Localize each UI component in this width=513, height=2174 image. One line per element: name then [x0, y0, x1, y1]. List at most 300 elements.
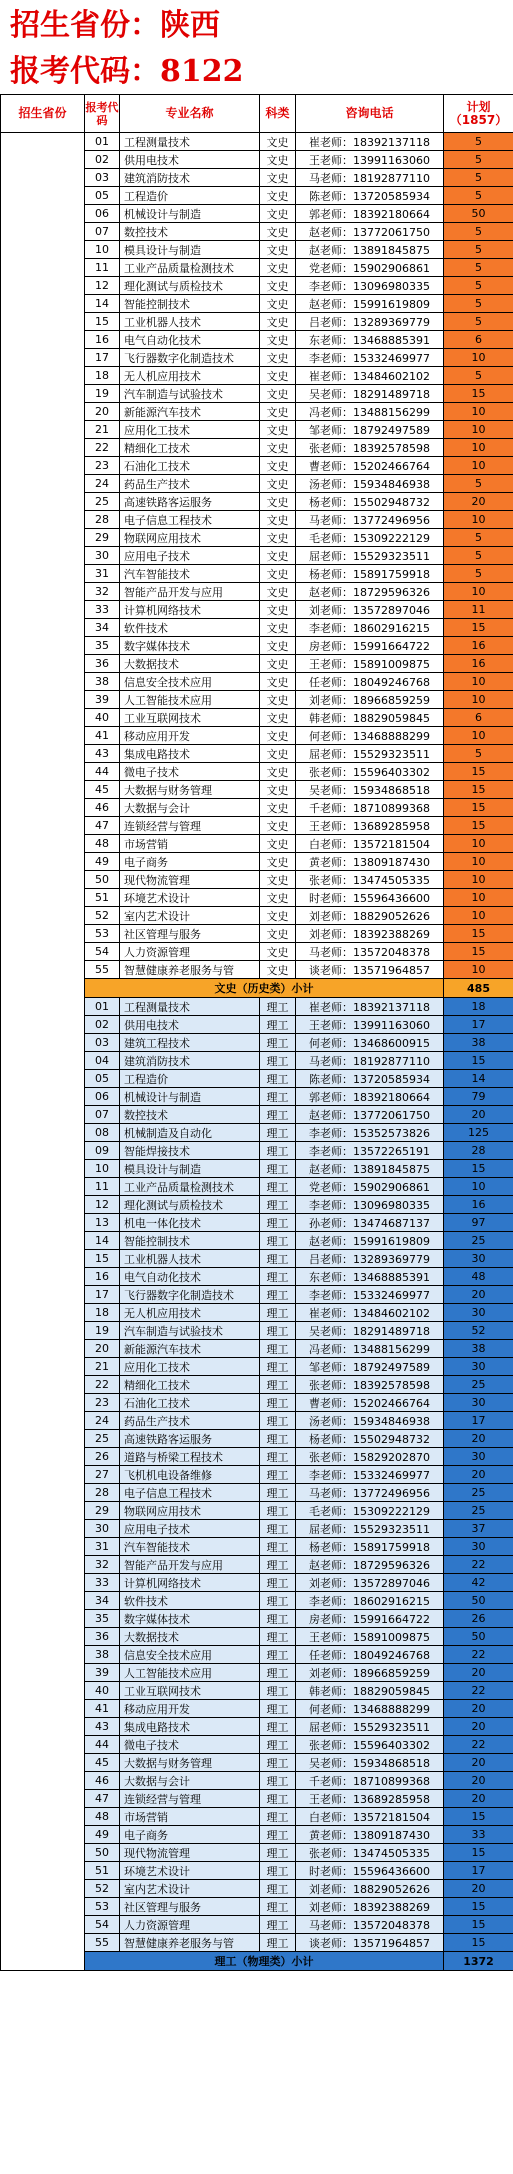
plan-cell: 5 [444, 475, 513, 493]
phone-cell: 何老师：13468888299 [296, 727, 444, 745]
major-cell: 供用电技术 [120, 1016, 260, 1034]
code-cell: 53 [85, 1898, 120, 1916]
major-cell: 应用化工技术 [120, 1358, 260, 1376]
plan-cell: 16 [444, 1196, 513, 1214]
major-cell: 连锁经营与管理 [120, 1790, 260, 1808]
phone-cell: 白老师：13572181504 [296, 1808, 444, 1826]
phone-cell: 赵老师：18729596326 [296, 1556, 444, 1574]
category-cell: 文史 [260, 691, 296, 709]
phone-cell: 党老师：15902906861 [296, 259, 444, 277]
code-cell: 18 [85, 367, 120, 385]
code-cell: 33 [85, 601, 120, 619]
plan-cell: 25 [444, 1376, 513, 1394]
phone-cell: 王老师：13991163060 [296, 151, 444, 169]
plan-cell: 10 [444, 907, 513, 925]
major-cell: 无人机应用技术 [120, 367, 260, 385]
code-cell: 06 [85, 1088, 120, 1106]
category-cell: 理工 [260, 1718, 296, 1736]
plan-cell: 10 [444, 403, 513, 421]
category-cell: 理工 [260, 1808, 296, 1826]
major-cell: 信息安全技术应用 [120, 673, 260, 691]
category-cell: 文史 [260, 871, 296, 889]
phone-cell: 崔老师：18392137118 [296, 133, 444, 151]
plan-cell: 33 [444, 1826, 513, 1844]
plan-cell: 15 [444, 1844, 513, 1862]
category-cell: 理工 [260, 1754, 296, 1772]
plan-cell: 30 [444, 1250, 513, 1268]
phone-cell: 刘老师：18829052626 [296, 1880, 444, 1898]
major-cell: 计算机网络技术 [120, 1574, 260, 1592]
plan-cell: 5 [444, 313, 513, 331]
category-cell: 理工 [260, 1214, 296, 1232]
phone-cell: 赵老师：13772061750 [296, 223, 444, 241]
major-cell: 飞行器数字化制造技术 [120, 349, 260, 367]
phone-cell: 李老师：13096980335 [296, 277, 444, 295]
code-cell: 49 [85, 853, 120, 871]
phone-cell: 李老师：13096980335 [296, 1196, 444, 1214]
category-cell: 理工 [260, 1682, 296, 1700]
phone-cell: 何老师：13468600915 [296, 1034, 444, 1052]
major-cell: 室内艺术设计 [120, 907, 260, 925]
category-cell: 文史 [260, 961, 296, 979]
plan-cell: 15 [444, 619, 513, 637]
category-cell: 理工 [260, 1016, 296, 1034]
major-cell: 集成电路技术 [120, 745, 260, 763]
plan-cell: 6 [444, 709, 513, 727]
admission-plan-table [0, 94, 513, 1971]
code-cell: 36 [85, 655, 120, 673]
plan-cell: 10 [444, 1178, 513, 1196]
major-cell: 智能焊接技术 [120, 1142, 260, 1160]
plan-cell: 15 [444, 1808, 513, 1826]
category-cell: 文史 [260, 241, 296, 259]
code-cell: 52 [85, 907, 120, 925]
plan-cell: 30 [444, 1538, 513, 1556]
category-cell: 理工 [260, 1862, 296, 1880]
province-cell: 陕西 [1, 133, 85, 1971]
phone-cell: 张老师：15829202870 [296, 1448, 444, 1466]
phone-cell: 李老师：18602916215 [296, 1592, 444, 1610]
plan-cell: 17 [444, 1016, 513, 1034]
code-cell: 27 [85, 1466, 120, 1484]
major-cell: 人力资源管理 [120, 1916, 260, 1934]
major-cell: 微电子技术 [120, 1736, 260, 1754]
code-cell: 45 [85, 781, 120, 799]
phone-cell: 陈老师：13720585934 [296, 1070, 444, 1088]
major-cell: 飞行器数字化制造技术 [120, 1286, 260, 1304]
category-cell: 理工 [260, 1376, 296, 1394]
plan-cell: 5 [444, 547, 513, 565]
category-cell: 理工 [260, 1484, 296, 1502]
code-cell: 03 [85, 1034, 120, 1052]
phone-cell: 汤老师：15934846938 [296, 475, 444, 493]
category-cell: 理工 [260, 1826, 296, 1844]
major-cell: 人力资源管理 [120, 943, 260, 961]
code-cell: 21 [85, 1358, 120, 1376]
phone-cell: 邹老师：18792497589 [296, 1358, 444, 1376]
major-cell: 数控技术 [120, 1106, 260, 1124]
major-cell: 电气自动化技术 [120, 1268, 260, 1286]
code-cell: 55 [85, 961, 120, 979]
major-cell: 智能控制技术 [120, 1232, 260, 1250]
phone-cell: 张老师：15596403302 [296, 763, 444, 781]
phone-cell: 马老师：18192877110 [296, 1052, 444, 1070]
plan-cell: 30 [444, 1394, 513, 1412]
phone-cell: 王老师：13689285958 [296, 1790, 444, 1808]
plan-cell: 25 [444, 1502, 513, 1520]
phone-cell: 刘老师：18966859259 [296, 691, 444, 709]
table-row [1, 133, 513, 151]
category-cell: 理工 [260, 998, 296, 1016]
plan-cell: 20 [444, 1466, 513, 1484]
major-cell: 市场营销 [120, 1808, 260, 1826]
major-cell: 智能产品开发与应用 [120, 583, 260, 601]
subtotal-value: 485 [444, 979, 513, 998]
header-plan-total: （1857） [449, 112, 508, 127]
category-cell: 理工 [260, 1844, 296, 1862]
plan-cell: 15 [444, 1052, 513, 1070]
phone-cell: 韩老师：18829059845 [296, 1682, 444, 1700]
plan-cell: 10 [444, 673, 513, 691]
phone-cell: 赵老师：15991619809 [296, 295, 444, 313]
plan-cell: 10 [444, 871, 513, 889]
plan-cell: 125 [444, 1124, 513, 1142]
header-plan-label: 计划 [466, 99, 491, 114]
phone-cell: 杨老师：15502948732 [296, 493, 444, 511]
category-cell: 理工 [260, 1358, 296, 1376]
plan-cell: 15 [444, 817, 513, 835]
phone-cell: 时老师：15596436600 [296, 889, 444, 907]
major-cell: 大数据与会计 [120, 1772, 260, 1790]
category-cell: 理工 [260, 1070, 296, 1088]
major-cell: 应用电子技术 [120, 1520, 260, 1538]
header-major: 专业名称 [120, 95, 260, 133]
category-cell: 文史 [260, 187, 296, 205]
phone-cell: 郭老师：18392180664 [296, 1088, 444, 1106]
major-cell: 电子信息工程技术 [120, 511, 260, 529]
code-cell: 35 [85, 637, 120, 655]
category-cell: 文史 [260, 889, 296, 907]
plan-cell: 5 [444, 745, 513, 763]
category-cell: 文史 [260, 907, 296, 925]
phone-cell: 千老师：18710899368 [296, 1772, 444, 1790]
category-cell: 文史 [260, 385, 296, 403]
phone-cell: 王老师：15891009875 [296, 1628, 444, 1646]
category-cell: 文史 [260, 349, 296, 367]
category-cell: 文史 [260, 331, 296, 349]
category-cell: 文史 [260, 835, 296, 853]
plan-cell: 5 [444, 367, 513, 385]
phone-cell: 曹老师：15202466764 [296, 1394, 444, 1412]
phone-cell: 赵老师：18729596326 [296, 583, 444, 601]
major-cell: 高速铁路客运服务 [120, 1430, 260, 1448]
plan-cell: 48 [444, 1268, 513, 1286]
code-cell: 16 [85, 1268, 120, 1286]
phone-cell: 赵老师：15991619809 [296, 1232, 444, 1250]
category-cell: 文史 [260, 403, 296, 421]
code-cell: 22 [85, 1376, 120, 1394]
code-cell: 39 [85, 691, 120, 709]
major-cell: 工程造价 [120, 1070, 260, 1088]
phone-cell: 赵老师：13891845875 [296, 241, 444, 259]
category-cell: 文史 [260, 313, 296, 331]
code-cell: 20 [85, 1340, 120, 1358]
category-cell: 理工 [260, 1574, 296, 1592]
category-cell: 文史 [260, 151, 296, 169]
category-cell: 文史 [260, 205, 296, 223]
major-cell: 电气自动化技术 [120, 331, 260, 349]
code-cell: 25 [85, 1430, 120, 1448]
category-cell: 理工 [260, 1268, 296, 1286]
category-cell: 理工 [260, 1250, 296, 1268]
code-cell: 23 [85, 457, 120, 475]
code-cell: 20 [85, 403, 120, 421]
code-cell: 04 [85, 1052, 120, 1070]
major-cell: 建筑消防技术 [120, 1052, 260, 1070]
category-cell: 文史 [260, 943, 296, 961]
code-cell: 12 [85, 1196, 120, 1214]
category-cell: 文史 [260, 457, 296, 475]
plan-cell: 28 [444, 1142, 513, 1160]
code-cell: 11 [85, 1178, 120, 1196]
code-cell: 34 [85, 1592, 120, 1610]
category-cell: 理工 [260, 1610, 296, 1628]
plan-cell: 18 [444, 998, 513, 1016]
major-cell: 机械制造及自动化 [120, 1124, 260, 1142]
major-cell: 大数据技术 [120, 655, 260, 673]
major-cell: 无人机应用技术 [120, 1304, 260, 1322]
category-cell: 理工 [260, 1502, 296, 1520]
category-cell: 文史 [260, 493, 296, 511]
code-cell: 50 [85, 871, 120, 889]
category-cell: 理工 [260, 1160, 296, 1178]
phone-cell: 张老师：18392578598 [296, 1376, 444, 1394]
plan-cell: 15 [444, 1898, 513, 1916]
subtotal-label: 文史（历史类）小计 [85, 979, 444, 998]
category-cell: 理工 [260, 1196, 296, 1214]
plan-cell: 15 [444, 799, 513, 817]
category-cell: 理工 [260, 1592, 296, 1610]
major-cell: 大数据与财务管理 [120, 1754, 260, 1772]
phone-cell: 冯老师：13488156299 [296, 403, 444, 421]
plan-cell: 14 [444, 1070, 513, 1088]
major-cell: 移动应用开发 [120, 727, 260, 745]
major-cell: 环境艺术设计 [120, 1862, 260, 1880]
category-cell: 文史 [260, 619, 296, 637]
major-cell: 连锁经营与管理 [120, 817, 260, 835]
plan-cell: 52 [444, 1322, 513, 1340]
phone-cell: 崔老师：13484602102 [296, 1304, 444, 1322]
category-cell: 文史 [260, 565, 296, 583]
category-cell: 理工 [260, 1232, 296, 1250]
plan-cell: 17 [444, 1862, 513, 1880]
category-cell: 文史 [260, 655, 296, 673]
header-province: 招生省份 [1, 95, 85, 133]
phone-cell: 崔老师：13484602102 [296, 367, 444, 385]
major-cell: 智能产品开发与应用 [120, 1556, 260, 1574]
phone-cell: 崔老师：18392137118 [296, 998, 444, 1016]
code-cell: 40 [85, 709, 120, 727]
plan-cell: 10 [444, 349, 513, 367]
code-cell: 14 [85, 295, 120, 313]
code-cell: 29 [85, 1502, 120, 1520]
major-cell: 应用化工技术 [120, 421, 260, 439]
plan-cell: 15 [444, 385, 513, 403]
category-cell: 文史 [260, 709, 296, 727]
code-cell: 38 [85, 673, 120, 691]
major-cell: 汽车智能技术 [120, 1538, 260, 1556]
major-cell: 工业产品质量检测技术 [120, 259, 260, 277]
code-cell: 39 [85, 1664, 120, 1682]
major-cell: 市场营销 [120, 835, 260, 853]
phone-cell: 党老师：15902906861 [296, 1178, 444, 1196]
code-cell: 07 [85, 1106, 120, 1124]
code-cell: 32 [85, 1556, 120, 1574]
code-cell: 05 [85, 1070, 120, 1088]
code-cell: 43 [85, 745, 120, 763]
phone-cell: 杨老师：15502948732 [296, 1430, 444, 1448]
major-cell: 电子商务 [120, 853, 260, 871]
category-cell: 理工 [260, 1286, 296, 1304]
phone-cell: 毛老师：15309222129 [296, 529, 444, 547]
plan-cell: 10 [444, 439, 513, 457]
phone-cell: 孙老师：13474687137 [296, 1214, 444, 1232]
phone-cell: 赵老师：13891845875 [296, 1160, 444, 1178]
code-cell: 41 [85, 727, 120, 745]
major-cell: 新能源汽车技术 [120, 403, 260, 421]
plan-cell: 10 [444, 853, 513, 871]
major-cell: 药品生产技术 [120, 475, 260, 493]
phone-cell: 王老师：15891009875 [296, 655, 444, 673]
code-cell: 06 [85, 205, 120, 223]
major-cell: 智慧健康养老服务与管 [120, 1934, 260, 1952]
plan-cell: 50 [444, 1592, 513, 1610]
major-cell: 精细化工技术 [120, 439, 260, 457]
plan-cell: 6 [444, 331, 513, 349]
code-cell: 10 [85, 241, 120, 259]
major-cell: 现代物流管理 [120, 1844, 260, 1862]
category-cell: 文史 [260, 673, 296, 691]
major-cell: 物联网应用技术 [120, 529, 260, 547]
phone-cell: 吕老师：13289369779 [296, 313, 444, 331]
category-cell: 理工 [260, 1034, 296, 1052]
header-code: 报考代码 [85, 95, 120, 133]
major-cell: 机械设计与制造 [120, 205, 260, 223]
code-cell: 17 [85, 1286, 120, 1304]
plan-cell: 5 [444, 151, 513, 169]
plan-cell: 10 [444, 961, 513, 979]
code-cell: 44 [85, 763, 120, 781]
major-cell: 工程测量技术 [120, 133, 260, 151]
phone-cell: 谈老师：13571964857 [296, 961, 444, 979]
code-cell: 31 [85, 1538, 120, 1556]
category-cell: 理工 [260, 1430, 296, 1448]
major-cell: 高速铁路客运服务 [120, 493, 260, 511]
code-cell: 14 [85, 1232, 120, 1250]
major-cell: 微电子技术 [120, 763, 260, 781]
category-cell: 理工 [260, 1898, 296, 1916]
plan-cell: 5 [444, 241, 513, 259]
code-cell: 05 [85, 187, 120, 205]
table-header-row [1, 95, 513, 133]
plan-cell: 10 [444, 421, 513, 439]
major-cell: 理化测试与质检技术 [120, 277, 260, 295]
category-cell: 文史 [260, 583, 296, 601]
phone-cell: 刘老师：18392388269 [296, 925, 444, 943]
plan-cell: 10 [444, 457, 513, 475]
major-cell: 社区管理与服务 [120, 925, 260, 943]
major-cell: 大数据技术 [120, 1628, 260, 1646]
category-cell: 文史 [260, 277, 296, 295]
plan-cell: 15 [444, 1916, 513, 1934]
header-phone: 咨询电话 [296, 95, 444, 133]
category-cell: 理工 [260, 1142, 296, 1160]
code-cell: 08 [85, 1124, 120, 1142]
category-cell: 理工 [260, 1412, 296, 1430]
plan-cell: 15 [444, 1160, 513, 1178]
category-cell: 文史 [260, 637, 296, 655]
phone-cell: 李老师：15332469977 [296, 1286, 444, 1304]
phone-cell: 屈老师：15529323511 [296, 547, 444, 565]
major-cell: 汽车制造与试验技术 [120, 385, 260, 403]
plan-cell: 30 [444, 1304, 513, 1322]
plan-cell: 10 [444, 583, 513, 601]
code-cell: 50 [85, 1844, 120, 1862]
code-cell: 10 [85, 1160, 120, 1178]
code-cell: 03 [85, 169, 120, 187]
category-cell: 理工 [260, 1934, 296, 1952]
phone-cell: 任老师：18049246768 [296, 1646, 444, 1664]
major-cell: 建筑工程技术 [120, 1034, 260, 1052]
phone-cell: 邹老师：18792497589 [296, 421, 444, 439]
phone-cell: 李老师：15332469977 [296, 349, 444, 367]
major-cell: 理化测试与质检技术 [120, 1196, 260, 1214]
code-cell: 30 [85, 547, 120, 565]
major-cell: 供用电技术 [120, 151, 260, 169]
plan-cell: 20 [444, 1790, 513, 1808]
code-cell: 46 [85, 1772, 120, 1790]
plan-cell: 50 [444, 1628, 513, 1646]
plan-cell: 10 [444, 511, 513, 529]
code-cell: 26 [85, 1448, 120, 1466]
major-cell: 软件技术 [120, 619, 260, 637]
category-cell: 文史 [260, 763, 296, 781]
phone-cell: 房老师：15991664722 [296, 637, 444, 655]
plan-cell: 20 [444, 1430, 513, 1448]
category-cell: 文史 [260, 475, 296, 493]
plan-cell: 50 [444, 205, 513, 223]
major-cell: 软件技术 [120, 1592, 260, 1610]
major-cell: 工业互联网技术 [120, 709, 260, 727]
major-cell: 工业机器人技术 [120, 1250, 260, 1268]
code-cell: 48 [85, 835, 120, 853]
phone-cell: 房老师：15991664722 [296, 1610, 444, 1628]
plan-cell: 20 [444, 1286, 513, 1304]
category-cell: 文史 [260, 421, 296, 439]
category-cell: 理工 [260, 1700, 296, 1718]
plan-cell: 22 [444, 1736, 513, 1754]
phone-cell: 谈老师：13571964857 [296, 1934, 444, 1952]
code-cell: 19 [85, 385, 120, 403]
phone-cell: 千老师：18710899368 [296, 799, 444, 817]
major-cell: 智慧健康养老服务与管 [120, 961, 260, 979]
category-cell: 文史 [260, 439, 296, 457]
major-cell: 人工智能技术应用 [120, 1664, 260, 1682]
major-cell: 工程测量技术 [120, 998, 260, 1016]
code-cell: 49 [85, 1826, 120, 1844]
category-cell: 理工 [260, 1628, 296, 1646]
major-cell: 机械设计与制造 [120, 1088, 260, 1106]
